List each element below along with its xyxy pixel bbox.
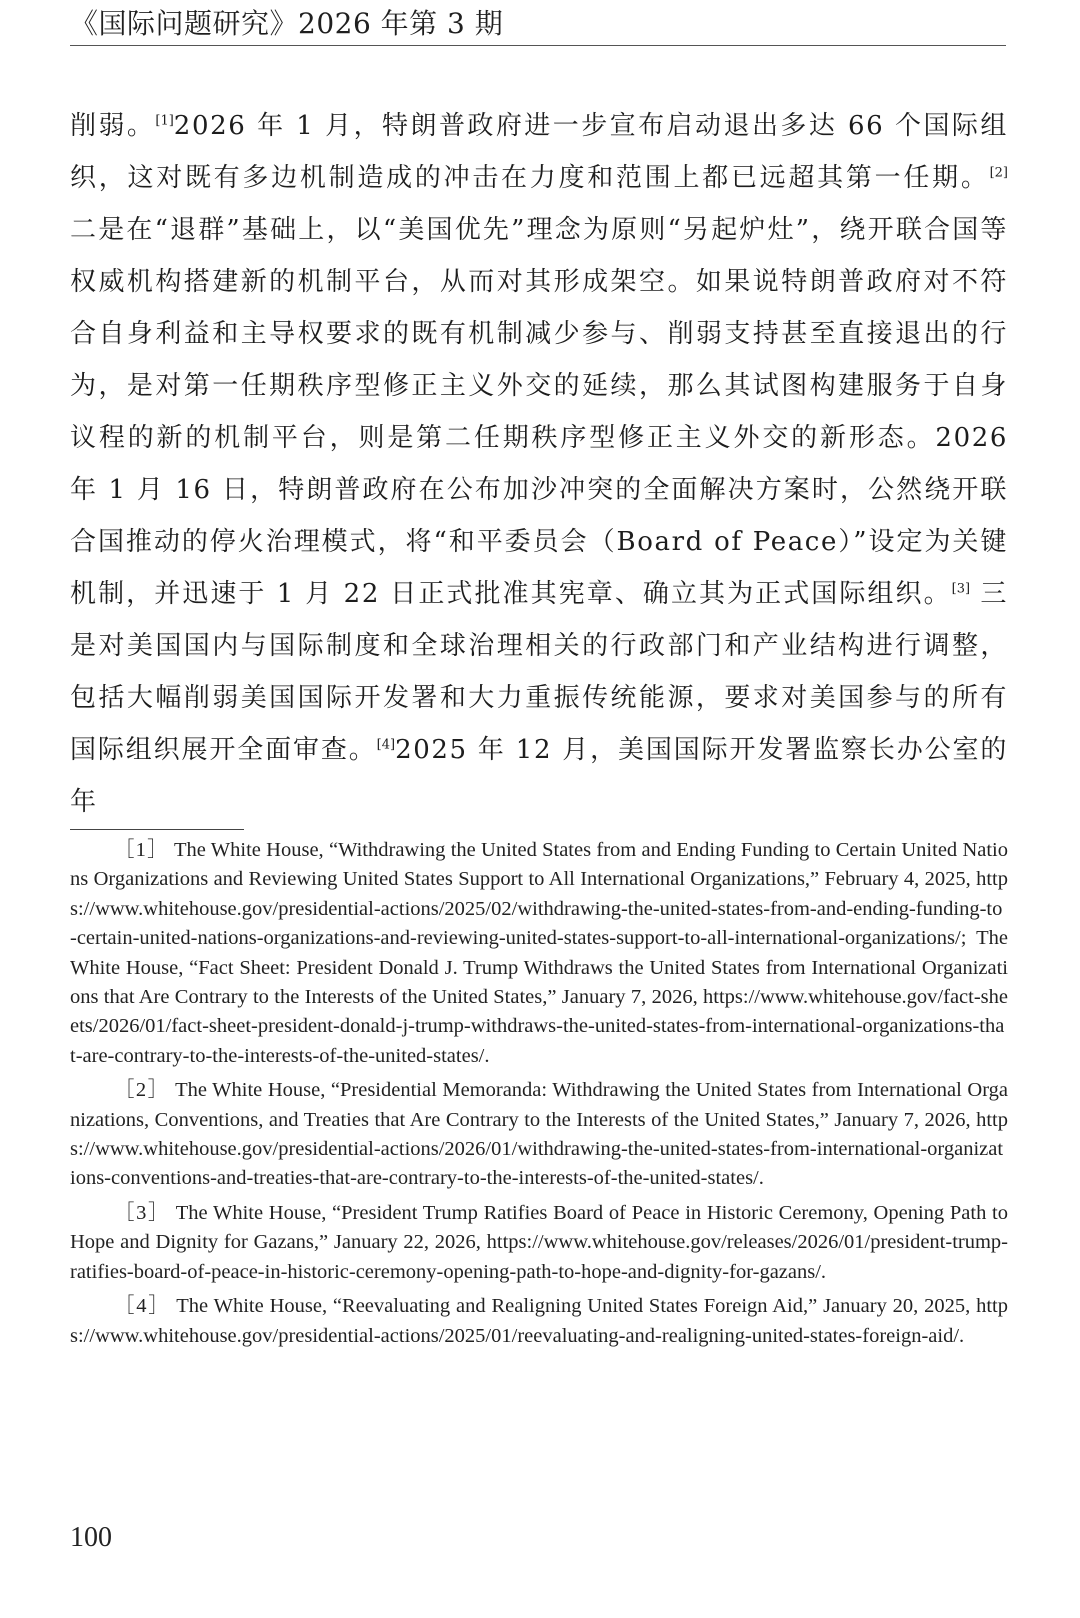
body-segment-5: 2025 年 12 月，美国国际开发署监察长办公室的年: [70, 735, 1008, 817]
footnote-ref-2[interactable]: [2]: [989, 165, 1008, 181]
running-header: 《国际问题研究》2026 年第 3 期: [70, 7, 504, 40]
page-number: 100: [70, 1522, 112, 1553]
footnote-text: The White House, “President Trump Ratifies Board of Peace in Historic Ceremony, Opening Path to Hope and Dignity for Gazans,” January 22, 2026, https://www.whitehouse.gov/releases/2026/01/president-trump-ratifies-board-of-peace-in-historic-ceremony-opening-path-to-hope-and-dignity-for-gazans/.: [70, 1201, 1008, 1283]
footnote-label: ［2］: [114, 1079, 170, 1102]
body-segment-3: 二是在“退群”基础上，以“美国优先”理念为原则“另起炉灶”，绕开联合国等权威机构搭建新的机制平台，从而对其形成架空。如果说特朗普政府对不符合自身利益和主导权要求的既有机制减少参与、削弱支持甚至直接退出的行为，是对第一任期秩序型修正主义外交的延续，那么其试图构建服务于自身议程的新的机制平台，则是第二任期秩序型修正主义外交的新形态。2026 年 1 月 16 日，特朗普政府在公布加沙冲突的全面解决方案时，公然绕开联合国推动的停火治理模式，将“和平委员会（Board of Peace）”设定为关键机制，并迅速于 1 月 22 日正式批准其宪章、确立其为正式国际组织。: [70, 215, 1008, 609]
body-segment-2: 2026 年 1 月，特朗普政府进一步宣布启动退出多达 66 个国际组织，这对既有多边机制造成的冲击在力度和范围上都已远超其第一任期。: [70, 111, 1008, 193]
footnote-label: ［3］: [114, 1201, 171, 1224]
footnote-text: The White House, “Presidential Memoranda: Withdrawing the United States from International Organizations, Conventions, and Treaties that Are Contrary to the Interests of the United States,” January 7, 2026, https://www.whitehouse.gov/presidential-actions/2026/01/withdrawing-the-united-states-from-international-organizations-conventions-and-treaties-that-are-contrary-to-the-interests-of-the-united-states/.: [70, 1079, 1008, 1190]
footnote-text: The White House, “Reevaluating and Realigning United States Foreign Aid,” January 20, 2025, https://www.whitehouse.gov/presidential-actions/2025/01/reevaluating-and-realigning-united-states-foreign-aid/.: [70, 1295, 1009, 1347]
footnote-label: ［4］: [114, 1295, 171, 1318]
footnote-4: [70, 1292, 1008, 1351]
footnote-3: [70, 1199, 1008, 1287]
footnote-separator: [70, 829, 244, 830]
footnote-2: [70, 1076, 1008, 1194]
footnote-label: ［1］: [114, 839, 169, 861]
footnote-ref-1[interactable]: [1]: [155, 113, 174, 129]
footnote-text: The White House, “Withdrawing the United States from and Ending Funding to Certain United Nations Organizations and Reviewing United States Support to All International Organizations,” February 4, 2025, https://www.whitehouse.gov/presidential-actions/2025/02/withdrawing-the-united-states-from-and-ending-funding-to-certain-united-nations-organizations-and-reviewing-united-states-support-to-all-international-organizations/; The White House, “Fact Sheet: President Donald J. Trump Withdraws the United States from International Organizations that Are Contrary to the Interests of the United States,” January 7, 2026, https://www.whitehouse.gov/fact-sheets/2026/01/fact-sheet-president-donald-j-trump-withdraws-the-united-states-from-international-organizations-that-are-contrary-to-the-interests-of-the-united-states/.: [70, 839, 1008, 1067]
footnotes-section: [70, 836, 1008, 1356]
footnote-1: [70, 836, 1008, 1071]
body-paragraph: [70, 100, 1008, 828]
footnote-ref-3[interactable]: [3]: [951, 581, 971, 597]
body-segment-1: 削弱。: [70, 111, 156, 141]
header-rule: [70, 45, 1006, 46]
body-segment-4: 三是对美国国内与国际制度和全球治理相关的行政部门和产业结构进行调整，包括大幅削弱美国国际开发署和大力重振传统能源，要求对美国参与的所有国际组织展开全面审查。: [70, 579, 1008, 765]
footnote-ref-4[interactable]: [4]: [376, 737, 396, 753]
